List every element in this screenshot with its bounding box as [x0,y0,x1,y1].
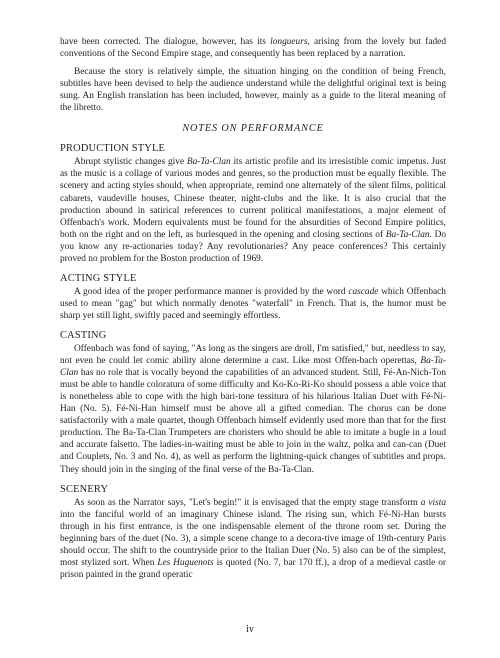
scenery-heading: SCENERY [60,483,109,495]
acting-style-paragraph: A good idea of the proper performance manner is provided by the word cascade which Offenbach used to mean "gag" but which normally denotes "waterfall" in French. That is, the humor must be sharp yet still light, swiftly paced and seemingly effortless. [60,286,446,321]
acting-style-heading: ACTING STYLE [60,272,137,284]
scenery-paragraph: As soon as the Narrator says, "Let's begin!" it is envisaged that the empty stage transform a vista into the fanciful world of an imaginary Chinese island. The rising sun, which Fé-Ni-Han bursts through in his first entrance, is the one indispensable element of the throne room set. During the beginning bars of the duet (No. 3), a simple scene change to a decora-tive image of 19th-century Paris should occur. The shift to the countryside prior to the Italian Duet (No. 5) also can be of the simplest, most stylized sort. When Les Huguenots is quoted (No. 7, bar 170 ff.), a drop of a medieval castle or prison painted in the grand operatic [60,497,446,580]
production-style-heading: PRODUCTION STYLE [60,143,166,155]
casting-heading: CASTING [60,329,107,341]
section-title: NOTES ON PERFORMANCE [182,123,324,135]
production-style-paragraph: Abrupt stylistic changes give Ba-Ta-Clan its artistic profile and its irresistible comic impetus. Just as the music is a collage of various modes and genres, so the production must be equally flexible. The scenery and acting styles should, when appropriate, remind one alternately of the silent films, political cabarets, vaudeville houses, Chinese theater, night-clubs and the like. It is also crucial that the production abound in satirical references to current political manifestations, a major element of Offenbach's work. Modern equivalents must be found for the absurdities of Second Empire politics, both on the right and on the left, as burlesqued in the opening and closing sections of Ba-Ta-Clan. Do you know any re-actionaries today? Any revolutionaries? Any peace conferences? This certainly proved no problem for the Boston production of 1969. [60,157,446,264]
document-page [60,36,446,581]
page-number: iv [246,624,254,635]
intro-paragraph-1: have been corrected. The dialogue, however, has its longueurs, arising from the lovely but faded conventions of the Second Empire stage, and consequently has been replaced by a narration. [60,37,446,60]
intro-paragraph-2: Because the story is relatively simple, the situation hinging on the condition of being French, subtitles have been devised to help the audience understand while the delightful original text is being sung. An English translation has been included, however, mainly as a guide to the literal meaning of the libretto. [60,67,446,114]
casting-paragraph: Offenbach was fond of saying, "As long as the singers are droll, I'm satisfied," but, needless to say, not even he could let comic ability alone determine a cast. Like most Offen-bach operettas, Ba-Ta-Clan has no role that is vocally beyond the capabilities of an advanced student. Still, Fé-An-Nich-Ton must be able to handle coloratura of some difficulty and Ko-Ko-Ri-Ko should possess a able voice that is nonetheless able to cope with the high bari-tone tessitura of his hilarious Italian Duet with Fé-Ni-Han (No. 5). Fé-Ni-Han himself must be above all a gifted comedian. The chorus can be done satisfactorily with a male quartet, though Offenbach himself evidently used more than that for the first production. The Ba-Ta-Clan Trumpeters are choristers who should be able to imitate a bugle in a loud and accurate falsetto. The ladies-in-waiting must be able to join in the waltz, polka and can-can (Duet and Couplets, No. 3 and No. 4), as well as perform the lightning-quick changes of subtitles and props. They should join in the singing of the final verse of the Ba-Ta-Clan. [60,344,446,475]
